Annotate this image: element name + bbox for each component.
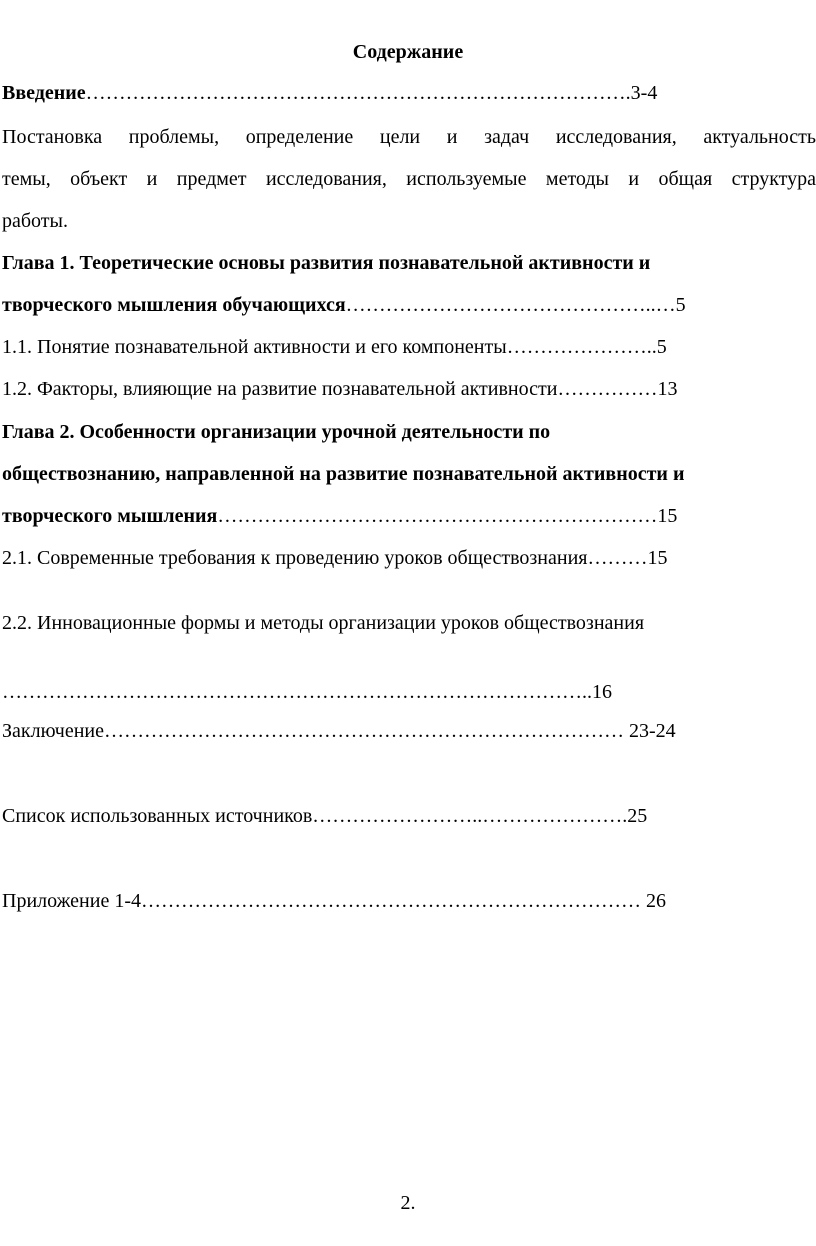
page-number: 2. [400,1192,416,1214]
intro-description-line-2: темы, объект и предмет исследования, используемые методы и общая структура [2,168,816,190]
toc-leader: …………… [557,378,658,400]
toc-page-ref: 5 [675,294,686,316]
toc-leader: …………………………………………………………………… [104,720,629,742]
chapter-2-title-line-2: обществознанию, направленной на развитие познавательной активности и [2,463,685,485]
toc-page-ref: 13 [657,378,678,400]
toc-entry-label: Введение [2,82,86,104]
intro-description-line-3: работы. [2,210,68,232]
toc-entry-label: Приложение 1-4 [2,890,142,912]
toc-leader: ………………………………………………………………… [141,890,647,912]
chapter-1-title-line-2: творческого мышления обучающихся [2,294,346,316]
toc-title: Содержание [352,41,464,63]
toc-entry-section-2-1 [2,548,667,568]
chapter-2-title-line-1: Глава 2. Особенности организации урочной деятельности по [2,421,551,443]
toc-entry-intro [2,83,657,103]
toc-leader: …………………………………………………………………………….. [2,681,592,703]
toc-leader: ………………………………………..… [345,294,676,316]
toc-entry-label: 2.1. Современные требования к проведению уроков обществознания [2,547,588,569]
chapter-1-title-line-1: Глава 1. Теоретические основы развития познавательной активности и [2,252,651,274]
toc-page-ref: 16 [592,681,612,703]
toc-entry-section-2-2-label: 2.2. Инновационные формы и методы организации уроков обществознания [2,612,645,634]
toc-page-ref: 23-24 [629,720,676,742]
toc-entry-section-1-1 [2,337,667,357]
toc-page-ref: 5 [656,336,667,358]
toc-leader: ………………………………………………………………………. [85,82,631,104]
toc-page-ref: 25 [627,805,648,827]
toc-entry-chapter-1 [2,295,686,315]
toc-entry-label: 1.1. Понятие познавательной активности и его компоненты [2,336,507,358]
toc-page-ref: 15 [647,547,668,569]
toc-entry-label: Список использованных источников [2,805,313,827]
chapter-2-title-line-3: творческого мышления [2,505,218,527]
toc-entry-chapter-2 [2,506,677,526]
toc-entry-conclusion [2,721,676,741]
toc-page-ref: 26 [646,890,667,912]
toc-leader: ……………………..…………………. [312,805,628,827]
toc-page-ref: 15 [657,505,678,527]
intro-description-line-1: Постановка проблемы, определение цели и задач исследования, актуальность [2,126,816,148]
toc-entry-sources [2,806,647,826]
toc-leader: ………………….. [506,336,657,358]
toc-entry-section-1-2 [2,379,677,399]
toc-entry-appendix [2,891,666,911]
toc-leader: ………………………………………………………… [217,505,658,527]
toc-page-ref: 3-4 [630,82,658,104]
toc-leader: ……… [587,547,648,569]
toc-entry-label: Заключение [2,720,104,742]
toc-entry-section-2-2-leader [2,682,612,702]
toc-entry-label: 1.2. Факторы, влияющие на развитие познавательной активности [2,378,558,400]
